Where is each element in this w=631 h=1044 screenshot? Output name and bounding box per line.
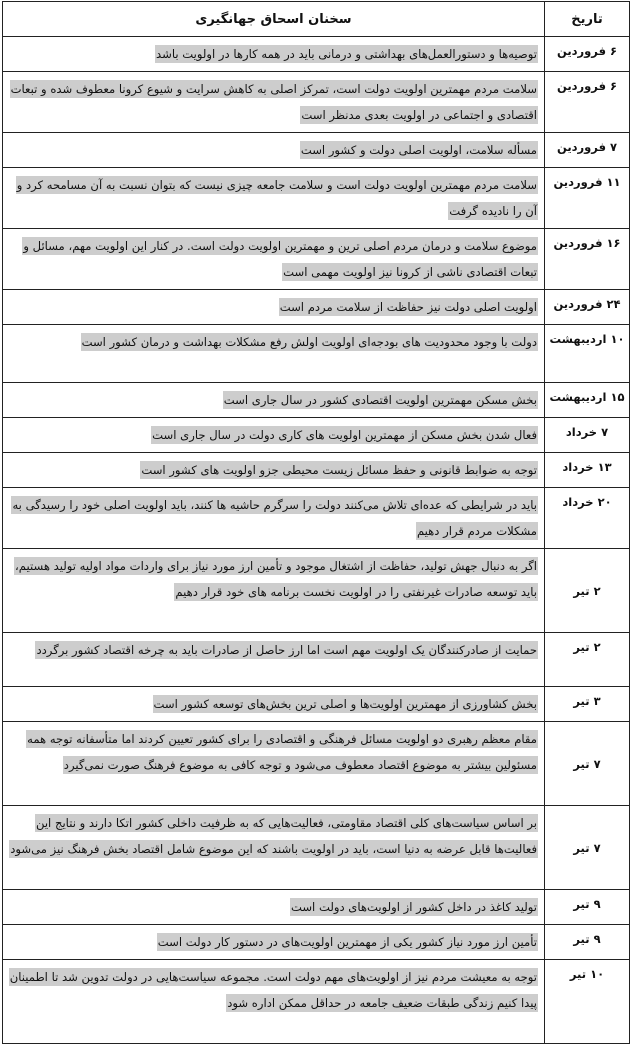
row-date: ۲۴ فروردین — [545, 290, 630, 325]
row-date: ۱۰ اردیبهشت — [545, 325, 630, 383]
row-statement-cell — [3, 806, 545, 890]
row-statement: مسأله سلامت، اولویت اصلی دولت و کشور است — [300, 143, 537, 157]
date-column-header: تاریخ — [545, 2, 630, 37]
row-statement-cell — [3, 549, 545, 633]
table-row — [3, 453, 630, 488]
table-row — [3, 806, 630, 890]
row-statement-cell — [3, 133, 545, 168]
row-statement: تولید کاغذ در داخل کشور از اولویت‌های دولت است — [290, 900, 537, 914]
table-row — [3, 925, 630, 960]
table-row — [3, 488, 630, 549]
row-statement-cell — [3, 960, 545, 1044]
row-statement-cell — [3, 383, 545, 418]
row-statement: بر اساس سیاست‌های کلی اقتصاد مقاومتی، فعالیت‌هایی که به ظرفیت داخلی کشور اتکا دارند و نتایج این فعالیت‌ها قابل عرضه به دنیا است، باید در اولویت باشند که این موضوع شامل اقتصاد بخش فرهنگ نیز می‌شود — [10, 816, 537, 856]
row-statement-cell — [3, 229, 545, 290]
table-row — [3, 633, 630, 687]
table-row — [3, 72, 630, 133]
statements-table — [2, 1, 630, 1044]
table-row — [3, 890, 630, 925]
table-row — [3, 418, 630, 453]
row-statement: دولت با وجود محدودیت های بودجه‌ای اولویت اولش رفع مشکلات بهداشت و درمان کشور است — [81, 335, 537, 349]
table-row — [3, 168, 630, 229]
statements-table-wrapper — [2, 1, 629, 1044]
row-statement-cell — [3, 72, 545, 133]
row-statement: توصیه‌ها و دستورالعمل‌های بهداشتی و درمانی باید در همه کارها در اولویت باشد — [156, 47, 537, 61]
row-date: ۱۶ فروردین — [545, 229, 630, 290]
statement-column-header: سخنان اسحاق جهانگیری — [3, 2, 545, 37]
row-date: ۲۰ خرداد — [545, 488, 630, 549]
row-date: ۷ خرداد — [545, 418, 630, 453]
row-statement-cell — [3, 890, 545, 925]
row-statement: موضوع سلامت و درمان مردم اصلی ترین و مهمترین اولویت دولت است. در کنار این اولویت مهم، مسائل و تبعات اقتصادی ناشی از کرونا نیز اولویت مهمی است — [23, 239, 537, 279]
row-statement-cell — [3, 325, 545, 383]
row-date: ۶ فروردین — [545, 72, 630, 133]
row-statement-cell — [3, 633, 545, 687]
table-row — [3, 37, 630, 72]
row-date: ۹ تیر — [545, 925, 630, 960]
row-statement: بخش مسکن مهمترین اولویت اقتصادی کشور در سال جاری است — [223, 393, 537, 407]
row-statement-cell — [3, 168, 545, 229]
row-date: ۷ تیر — [545, 722, 630, 806]
row-statement-cell — [3, 687, 545, 722]
table-row — [3, 325, 630, 383]
row-date: ۹ تیر — [545, 890, 630, 925]
row-date: ۱۱ فروردین — [545, 168, 630, 229]
table-row — [3, 133, 630, 168]
row-statement: سلامت مردم مهمترین اولویت دولت است و سلامت جامعه چیزی نیست که بتوان نسبت به آن مسامحه کرد و آن را نادیده گرفت — [16, 178, 537, 218]
row-date: ۱۵ اردیبهشت — [545, 383, 630, 418]
row-statement: اولویت اصلی دولت نیز حفاظت از سلامت مردم است — [279, 300, 537, 314]
row-statement: تأمین ارز مورد نیاز کشور یکی از مهمترین اولویت‌های در دستور کار دولت است — [157, 935, 537, 949]
table-row — [3, 290, 630, 325]
row-statement-cell — [3, 722, 545, 806]
table-row — [3, 687, 630, 722]
row-date: ۷ تیر — [545, 806, 630, 890]
row-statement: اگر به دنبال جهش تولید، حفاظت از اشتغال موجود و تأمین ارز مورد نیاز برای واردات مواد اولیه تولید هستیم، باید توسعه صادرات غیرنفتی را در اولویت نخست برنامه های خود قرار دهیم — [15, 559, 537, 599]
row-date: ۱۰ تیر — [545, 960, 630, 1044]
table-body — [3, 37, 630, 1044]
row-statement-cell — [3, 488, 545, 549]
row-statement-cell — [3, 453, 545, 488]
row-date: ۲ تیر — [545, 633, 630, 687]
table-row — [3, 549, 630, 633]
row-statement: باید در شرایطی که عده‌ای تلاش می‌کنند دولت را سرگرم حاشیه ها کنند، باید اولویت اصلی خود را رسیدگی به مشکلات مردم قرار دهیم — [12, 498, 537, 538]
row-date: ۱۳ خرداد — [545, 453, 630, 488]
row-statement-cell — [3, 37, 545, 72]
row-date: ۶ فروردین — [545, 37, 630, 72]
table-row — [3, 960, 630, 1044]
row-statement: بخش کشاورزی از مهمترین اولویت‌ها و اصلی ترین بخش‌های توسعه کشور است — [153, 697, 537, 711]
table-row — [3, 229, 630, 290]
table-row — [3, 722, 630, 806]
row-date: ۷ فروردین — [545, 133, 630, 168]
row-statement: سلامت مردم مهمترین اولویت دولت است، تمرکز اصلی به کاهش سرایت و شیوع کرونا معطوف شده و تبعات اقتصادی و اجتماعی در اولویت بعدی مدنظر است — [10, 82, 537, 122]
row-statement-cell — [3, 925, 545, 960]
row-statement-cell — [3, 418, 545, 453]
row-statement-cell — [3, 290, 545, 325]
header-row — [3, 2, 630, 37]
row-statement: فعال شدن بخش مسکن از مهمترین اولویت های کاری دولت در سال جاری است — [152, 428, 537, 442]
row-date: ۳ تیر — [545, 687, 630, 722]
row-date: ۲ تیر — [545, 549, 630, 633]
row-statement: مقام معظم رهبری دو اولویت مسائل فرهنگی و اقتصادی را برای کشور تعیین کردند اما متأسفانه توجه همه مسئولین بیشتر به موضوع اقتصاد معطوف می‌شود و توجه کافی به موضوع فرهنگ صورت نمی‌گیرد — [27, 732, 537, 772]
row-statement: توجه به ضوابط قانونی و حفظ مسائل زیست محیطی جزو اولویت های کشور است — [141, 463, 537, 477]
row-statement: حمایت از صادرکنندگان یک اولویت مهم است اما ارز حاصل از صادرات باید به چرخه اقتصاد کشور برگردد — [36, 643, 537, 657]
table-row — [3, 383, 630, 418]
row-statement: توجه به معیشت مردم نیز از اولویت‌های مهم دولت است. مجموعه سیاست‌هایی در دولت تدوین شد تا اطمینان پیدا کنیم زندگی طبقات ضعیف جامعه در حداقل ممکن اداره شود — [9, 970, 537, 1010]
